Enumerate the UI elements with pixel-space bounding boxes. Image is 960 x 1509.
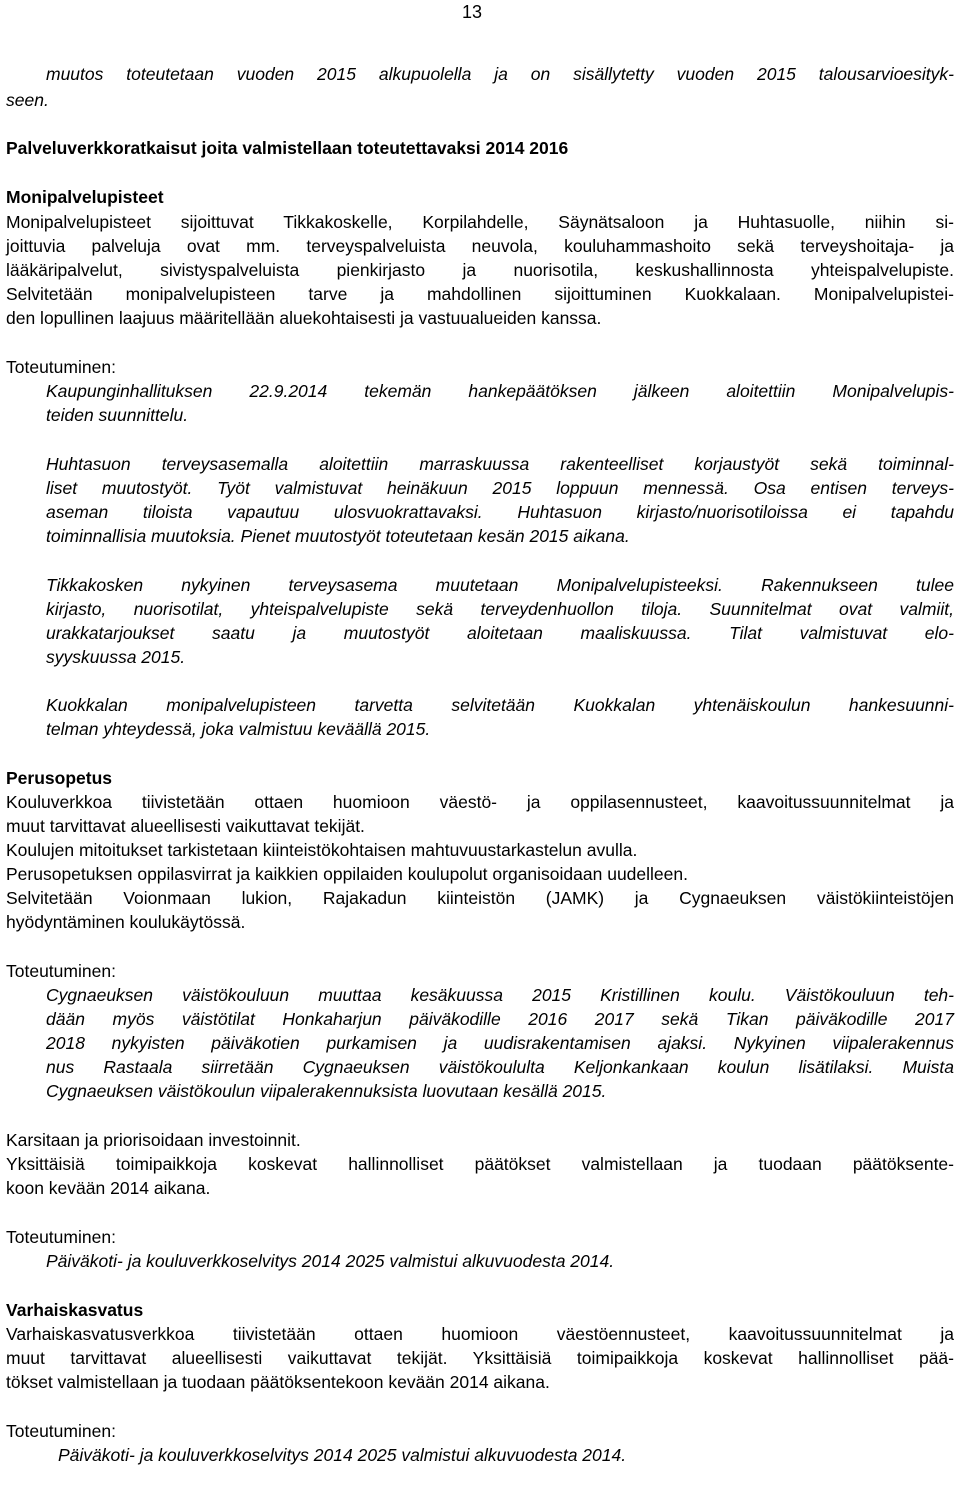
- section-heading: Perusopetus: [6, 768, 112, 788]
- text-line: syyskuussa 2015.: [46, 647, 186, 667]
- text-line: urakkatarjoukset saatu ja muutostyöt aloitetaan maaliskuussa. Tilat valmistuvat elo-: [46, 623, 954, 643]
- text-line: aseman tiloista vapautuu ulosvuokrattavaksi. Huhtasuon kirjasto/nuorisotiloissa ei tapahdu: [46, 502, 954, 522]
- toteutuminen-label: Toteutuminen:: [6, 1227, 116, 1247]
- text-line: Tikkakosken nykyinen terveysasema muutetaan Monipalvelupisteeksi. Rakennukseen tulee: [46, 575, 954, 595]
- section-heading: Palveluverkkoratkaisut joita valmistellaan toteutettavaksi 2014 2016: [6, 138, 569, 158]
- text-line: Huhtasuon terveysasemalla aloitettiin marraskuussa rakenteelliset korjaustyöt sekä toiminnal-: [46, 454, 954, 474]
- text-line: telman yhteydessä, joka valmistuu keväällä 2015.: [46, 719, 431, 739]
- toteutuminen-label: Toteutuminen:: [6, 357, 116, 377]
- text-line: Päiväkoti- ja kouluverkkoselvitys 2014 2025 valmistui alkuvuodesta 2014.: [46, 1251, 615, 1271]
- text-line: Kuokkalan monipalvelupisteen tarvetta selvitetään Kuokkalan yhtenäiskoulun hankesuunni-: [46, 695, 954, 715]
- text-line: kirjasto, nuorisotilat, yhteispalvelupiste sekä terveydenhuollon tiloja. Suunnitelmat ovat valmiit,: [46, 599, 954, 619]
- text-line: den lopullinen laajuus määritellään aluekohtaisesti ja vastuualueiden kanssa.: [6, 308, 602, 328]
- text-line: Perusopetuksen oppilasvirrat ja kaikkien oppilaiden koulupolut organisoidaan uudelleen.: [6, 864, 688, 884]
- text-line: Selvitetään Voionmaan lukion, Rajakadun kiinteistön (JAMK) ja Cygnaeuksen väistökiinteistöjen: [6, 888, 954, 908]
- text-line: Monipalvelupisteet sijoittuvat Tikkakoskelle, Korpilahdelle, Säynätsaloon ja Huhtasuolle, niihin si-: [6, 212, 954, 232]
- text-line: Päiväkoti- ja kouluverkkoselvitys 2014 2025 valmistui alkuvuodesta 2014.: [58, 1445, 627, 1465]
- text-line: Karsitaan ja priorisoidaan investoinnit.: [6, 1130, 301, 1150]
- text-line: liset muutostyöt. Työt valmistuvat heinäkuun 2015 loppuun mennessä. Osa entisen terveys-: [46, 478, 954, 498]
- text-line: Cygnaeuksen väistökouluun muuttaa kesäkuussa 2015 Kristillinen koulu. Väistökouluun teh-: [46, 985, 954, 1005]
- text-line: toiminnallisia muutoksia. Pienet muutostyöt toteutetaan kesän 2015 aikana.: [46, 526, 630, 546]
- page-number: 13: [461, 2, 482, 22]
- text-line: muut tarvittavat alueellisesti vaikuttavat tekijät.: [6, 816, 365, 836]
- text-line: Selvitetään monipalvelupisteen tarve ja mahdollinen sijoittuminen Kuokkalaan. Monipalvelupistei-: [6, 284, 954, 304]
- text-line: Koulujen mitoitukset tarkistetaan kiinteistökohtaisen mahtuvuustarkastelun avulla.: [6, 840, 638, 860]
- text-line: muut tarvittavat alueellisesti vaikuttavat tekijät. Yksittäisiä toimipaikkoja koskevat hallinnolliset pää-: [6, 1348, 954, 1368]
- text-line: Cygnaeuksen väistökoulun viipalerakennuksista luovutaan kesällä 2015.: [46, 1081, 607, 1101]
- section-heading: Varhaiskasvatus: [6, 1300, 144, 1320]
- toteutuminen-label: Toteutuminen:: [6, 961, 116, 981]
- text-line: koon kevään 2014 aikana.: [6, 1178, 211, 1198]
- text-line: nus Rastaala siirretään Cygnaeuksen väistökoululta Keljonkankaan koulun lisätilaksi. Muista: [46, 1057, 954, 1077]
- text-line: Kouluverkkoa tiivistetään ottaen huomioon väestö- ja oppilasennusteet, kaavoitussuunnitelmat ja: [6, 792, 954, 812]
- toteutuminen-label: Toteutuminen:: [6, 1421, 116, 1441]
- text-line: Varhaiskasvatusverkkoa tiivistetään ottaen huomioon väestöennusteet, kaavoitussuunnitelmat ja: [6, 1324, 954, 1344]
- text-line: 2018 nykyisten päiväkotien purkamisen ja uudisrakentamisen ajaksi. Nykyinen viipalerakennus: [46, 1033, 954, 1053]
- text-line: seen.: [6, 90, 49, 110]
- text-line: Yksittäisiä toimipaikkoja koskevat hallinnolliset päätökset valmistellaan ja tuodaan päätöksente-: [6, 1154, 954, 1174]
- text-line: joittuvia palveluja ovat mm. terveyspalveluista neuvola, kouluhammashoito sekä terveyshoitaja- ja: [6, 236, 954, 256]
- text-line: tökset valmistellaan ja tuodaan päätöksentekoon kevään 2014 aikana.: [6, 1372, 550, 1392]
- text-line: Kaupunginhallituksen 22.9.2014 tekemän hankepäätöksen jälkeen aloitettiin Monipalvelupis-: [46, 381, 954, 401]
- text-line: hyödyntäminen koulukäytössä.: [6, 912, 246, 932]
- text-line: lääkäripalvelut, sivistyspalveluista pienkirjasto ja nuorisotila, keskushallinnosta yhteispalvelupiste.: [6, 260, 954, 280]
- subheading: Monipalvelupisteet: [6, 187, 164, 207]
- text-line: muutos toteutetaan vuoden 2015 alkupuolella ja on sisällytetty vuoden 2015 talousarvioesityk-: [46, 64, 954, 84]
- text-line: dään myös väistötilat Honkaharjun päiväkodille 2016 2017 sekä Tikan päiväkodille 2017: [46, 1009, 954, 1029]
- text-line: teiden suunnittelu.: [46, 405, 189, 425]
